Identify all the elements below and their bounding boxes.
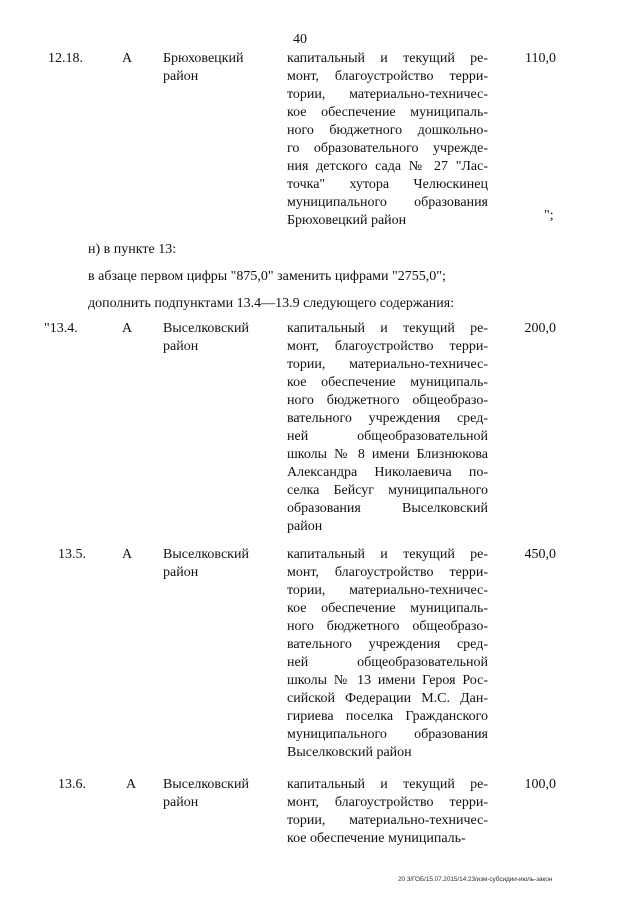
row-description — [287, 776, 488, 848]
description-line: школы № 13 имени Героя Рос- — [287, 673, 488, 688]
description-line: ного бюджетного общеобразо- — [287, 619, 488, 634]
closing-quote: "; — [544, 208, 554, 223]
description-line: школы № 8 имени Близнюкова — [287, 447, 488, 462]
description-line: кое обеспечение муниципаль- — [287, 105, 488, 120]
description-line: тории, материально-техничес- — [287, 357, 488, 372]
description-line: го образовательного учрежде- — [287, 141, 488, 156]
description-line: Брюховецкий район — [287, 213, 407, 228]
description-line: кое обеспечение муниципаль- — [287, 831, 466, 846]
description-line: сийской Федерации М.С. Дан- — [287, 691, 488, 706]
description-line: гириева поселка Гражданского — [287, 709, 488, 724]
description-line: капитальный и текущий ре- — [287, 321, 488, 336]
row-amount: 450,0 — [524, 547, 556, 562]
description-line: селка Бейсуг муниципального — [287, 483, 488, 498]
description-line: муниципального образования — [287, 195, 488, 210]
row-description — [287, 320, 488, 536]
row-description — [287, 50, 488, 230]
row-category: А — [122, 51, 133, 66]
description-line: точка" хутора Челюскинец — [287, 177, 488, 192]
row-district: Выселковский район — [163, 777, 249, 810]
description-line: тории, материально-техничес- — [287, 583, 488, 598]
description-line: ного бюджетного дошкольно- — [287, 123, 488, 138]
row-number: "13.4. — [44, 321, 78, 336]
row-district: Выселковский район — [163, 321, 249, 354]
description-line: образования Выселковский — [287, 501, 488, 516]
row-description — [287, 546, 488, 762]
row-number: 13.5. — [58, 547, 86, 562]
row-number: 13.6. — [58, 777, 86, 792]
description-line: капитальный и текущий ре- — [287, 547, 488, 562]
description-line: ней общеобразовательной — [287, 655, 488, 670]
description-line: ней общеобразовательной — [287, 429, 488, 444]
description-line: капитальный и текущий ре- — [287, 51, 488, 66]
description-line: вательного учреждения сред- — [287, 637, 488, 652]
description-line: ного бюджетного общеобразо- — [287, 393, 488, 408]
page-number: 40 — [293, 32, 307, 47]
description-line: ния детского сада № 27 "Лас- — [287, 159, 488, 174]
description-line: капитальный и текущий ре- — [287, 777, 488, 792]
description-line: Александра Николаевича по- — [287, 465, 488, 480]
description-line: вательного учреждения сред- — [287, 411, 488, 426]
paragraph-replace-figures: в абзаце первом цифры "875,0" заменить цифрами "2755,0"; — [88, 269, 446, 284]
description-line: монт, благоустройство терри- — [287, 795, 488, 810]
row-district: Выселковский район — [163, 547, 249, 580]
row-category: А — [122, 321, 133, 336]
description-line: район — [287, 519, 323, 534]
description-line: тории, материально-техничес- — [287, 87, 488, 102]
row-category: А — [122, 547, 133, 562]
paragraph-item-n: н) в пункте 13: — [88, 242, 177, 257]
row-amount: 110,0 — [525, 51, 556, 66]
description-line: муниципального образования — [287, 727, 488, 742]
row-number: 12.18. — [48, 51, 83, 66]
description-line: Выселковский район — [287, 745, 412, 760]
description-line: монт, благоустройство терри- — [287, 339, 488, 354]
footer-code: 20 3/ГОБ/15.07.2015/14:23/изм-субсидии-июль-закон — [398, 876, 553, 883]
row-amount: 200,0 — [524, 321, 556, 336]
description-line: тории, материально-техничес- — [287, 813, 488, 828]
description-line: кое обеспечение муниципаль- — [287, 601, 488, 616]
description-line: кое обеспечение муниципаль- — [287, 375, 488, 390]
paragraph-add-subitems: дополнить подпунктами 13.4—13.9 следующего содержания: — [88, 296, 455, 311]
description-line: монт, благоустройство терри- — [287, 69, 488, 84]
description-line: монт, благоустройство терри- — [287, 565, 488, 580]
row-category: А — [126, 777, 137, 792]
row-district: Брюховецкий район — [163, 51, 244, 84]
row-amount: 100,0 — [524, 777, 556, 792]
